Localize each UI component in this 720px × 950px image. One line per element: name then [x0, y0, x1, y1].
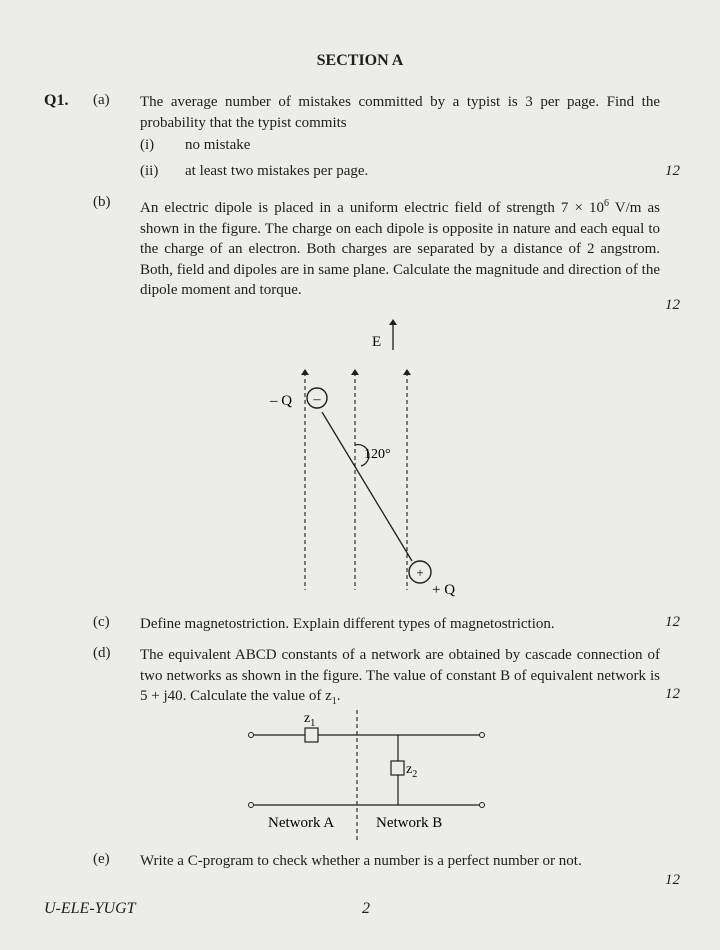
angle-label: 120° [364, 447, 391, 462]
field-label: E [372, 334, 382, 350]
part-a-item-1-label: (i) [140, 137, 155, 153]
z2-impedance [391, 761, 404, 775]
part-e-marks: 12 [665, 872, 680, 888]
input-terminal-top [249, 733, 254, 738]
part-d-marks: 12 [665, 686, 680, 702]
z2-label: $z_2$ [406, 762, 418, 780]
network-a-label: Network A [268, 815, 335, 831]
section-title: SECTION A [316, 52, 404, 69]
part-c-label: (c) [93, 614, 110, 630]
part-d-text: The equivalent ABCD constants of a network are obtained by cascade connection of two networks as shown in the figure. The value of constant B of equivalent network is 5 + j40. Calculate the value of $z_1$. [140, 647, 660, 707]
page-number: 2 [362, 900, 370, 917]
part-c-text: Define magnetostriction. Explain different types of magnetostriction. [140, 616, 555, 632]
footer-code: U-ELE-YUGT [44, 900, 136, 917]
part-a-marks: 12 [665, 163, 680, 179]
part-b-text: An electric dipole is placed in a uniform electric field of strength $7 \times 10^6$ V/m as shown in the figure. The charge on each dipole is opposite in nature and each equal to the charge of an electron. Both charges are separated by a distance of 2 angstrom. Both, field and dipoles are in same plane. Calculate the magnitude and direction of the dipole moment and torque. [140, 198, 660, 298]
output-terminal-top [480, 733, 485, 738]
part-d-label: (d) [93, 645, 111, 661]
part-a-item-2-label: (ii) [140, 163, 159, 179]
network-b-label: Network B [376, 815, 443, 831]
positive-charge-symbol: + [416, 565, 424, 580]
z1-impedance [305, 728, 318, 742]
part-b-marks: 12 [665, 297, 680, 313]
part-b-label: (b) [93, 194, 111, 210]
output-terminal-bottom [480, 803, 485, 808]
negative-charge-label: – Q [270, 393, 293, 409]
part-a-item-1-text: no mistake [185, 137, 251, 153]
part-e-label: (e) [93, 851, 110, 867]
z1-label: $z_1$ [304, 711, 316, 729]
part-e-text: Write a C-program to check whether a number is a perfect number or not. [140, 853, 582, 869]
input-terminal-bottom [249, 803, 254, 808]
part-a-item-2-text: at least two mistakes per page. [185, 163, 369, 179]
negative-charge-symbol: – [313, 392, 321, 407]
part-c-marks: 12 [665, 614, 680, 630]
part-a-label: (a) [93, 92, 110, 108]
question-number: Q1. [44, 92, 69, 109]
part-a-text: The average number of mistakes committed by a typist is 3 per page. Find the probability that the typist commits [140, 94, 660, 131]
positive-charge-label: + Q [432, 582, 456, 598]
